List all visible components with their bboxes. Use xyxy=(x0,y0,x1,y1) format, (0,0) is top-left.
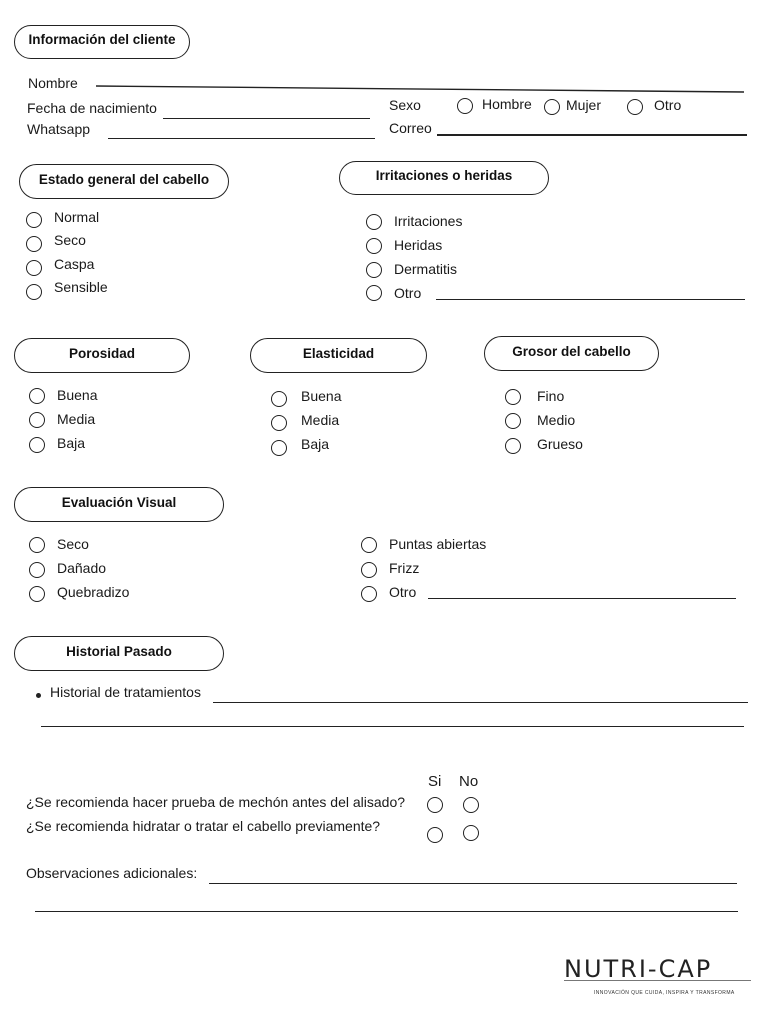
treatments-label: Historial de tratamientos xyxy=(50,684,201,700)
section-title: Evaluación Visual xyxy=(61,495,177,510)
thickness-radio-medio[interactable] xyxy=(505,413,521,429)
logo-divider xyxy=(564,980,751,981)
irritations-radio-otro[interactable] xyxy=(366,285,382,301)
visual-radio-otro[interactable] xyxy=(361,586,377,602)
brand-logo: NUTRI-CAP xyxy=(564,955,713,983)
section-header-porosity xyxy=(14,338,190,373)
visual-option: Seco xyxy=(57,536,89,552)
porosity-radio-baja[interactable] xyxy=(29,437,45,453)
visual-option: Puntas abiertas xyxy=(389,536,487,552)
thickness-radio-grueso[interactable] xyxy=(505,438,521,454)
section-header-hair-state xyxy=(19,164,229,199)
hair-state-radio-sensible[interactable] xyxy=(26,284,42,300)
hair-state-option: Caspa xyxy=(54,256,95,272)
birthdate-label: Fecha de nacimiento xyxy=(27,100,157,116)
sex-radio-mujer[interactable] xyxy=(544,99,560,115)
section-header-elasticity xyxy=(250,338,427,373)
bullet-icon xyxy=(36,693,41,698)
hair-state-option: Seco xyxy=(54,232,86,248)
thickness-option: Fino xyxy=(537,388,565,404)
irritations-radio-heridas[interactable] xyxy=(366,238,382,254)
hair-state-option: Sensible xyxy=(54,279,108,295)
section-header-thickness xyxy=(484,336,659,371)
thickness-option: Medio xyxy=(537,412,576,428)
visual-radio-seco[interactable] xyxy=(29,537,45,553)
name-label: Nombre xyxy=(28,75,78,91)
sex-label: Sexo xyxy=(389,97,421,113)
treatments-field-line-2[interactable] xyxy=(41,726,744,727)
section-title: Irritaciones o heridas xyxy=(375,168,513,183)
hair-state-option: Normal xyxy=(54,209,100,225)
visual-option: Frizz xyxy=(389,560,420,576)
visual-option: Dañado xyxy=(57,560,107,576)
sex-option-mujer: Mujer xyxy=(566,97,602,113)
elasticity-option: Media xyxy=(301,412,340,428)
hair-state-radio-normal[interactable] xyxy=(26,212,42,228)
whatsapp-label: Whatsapp xyxy=(27,121,91,137)
irritations-other-field[interactable] xyxy=(436,299,745,300)
elasticity-option: Buena xyxy=(301,388,342,404)
no-column-header: No xyxy=(459,773,479,790)
porosity-option: Buena xyxy=(57,387,98,403)
irritations-option: Dermatitis xyxy=(394,261,458,277)
email-label: Correo xyxy=(389,120,432,136)
hair-state-radio-caspa[interactable] xyxy=(26,260,42,276)
treatments-field-line-1[interactable] xyxy=(213,702,748,703)
sex-radio-hombre[interactable] xyxy=(457,98,473,114)
section-title: Grosor del cabello xyxy=(512,344,631,359)
section-title: Historial Pasado xyxy=(66,644,172,659)
q1-no-radio[interactable] xyxy=(463,797,479,813)
irritations-radio-dermatitis[interactable] xyxy=(366,262,382,278)
whatsapp-field[interactable] xyxy=(108,138,375,139)
yes-column-header: Si xyxy=(428,773,442,790)
sex-option-otro: Otro xyxy=(654,97,682,113)
porosity-radio-media[interactable] xyxy=(29,412,45,428)
section-title: Estado general del cabello xyxy=(38,172,210,187)
thickness-radio-fino[interactable] xyxy=(505,389,521,405)
section-title: Elasticidad xyxy=(302,346,375,361)
q1-yes-radio[interactable] xyxy=(427,797,443,813)
porosity-radio-buena[interactable] xyxy=(29,388,45,404)
sex-radio-otro[interactable] xyxy=(627,99,643,115)
visual-option: Quebradizo xyxy=(57,584,130,600)
email-field[interactable] xyxy=(437,134,747,136)
visual-radio-danado[interactable] xyxy=(29,562,45,578)
elasticity-radio-buena[interactable] xyxy=(271,391,287,407)
recommendation-question: ¿Se recomienda hacer prueba de mechón antes del alisado? xyxy=(26,794,406,810)
elasticity-radio-media[interactable] xyxy=(271,415,287,431)
hair-state-radio-seco[interactable] xyxy=(26,236,42,252)
visual-other-field[interactable] xyxy=(428,598,736,599)
recommendation-question: ¿Se recomienda hidratar o tratar el cabello previamente? xyxy=(26,818,381,834)
section-title: Porosidad xyxy=(68,346,135,361)
q2-yes-radio[interactable] xyxy=(427,827,443,843)
thickness-option: Grueso xyxy=(537,436,583,452)
brand-tagline: INNOVACIÓN QUE CUIDA, INSPIRA Y TRANSFORMA xyxy=(594,990,735,996)
sex-option-hombre: Hombre xyxy=(482,96,532,112)
observations-field-line-2[interactable] xyxy=(35,911,738,912)
porosity-option: Media xyxy=(57,411,96,427)
birthdate-field[interactable] xyxy=(163,118,370,119)
elasticity-radio-baja[interactable] xyxy=(271,440,287,456)
irritations-option: Otro xyxy=(394,285,422,301)
section-header-visual-evaluation xyxy=(14,487,224,522)
irritations-option: Heridas xyxy=(394,237,443,253)
name-field[interactable] xyxy=(94,84,746,94)
irritations-option: Irritaciones xyxy=(394,213,463,229)
observations-field-line-1[interactable] xyxy=(209,883,737,884)
elasticity-option: Baja xyxy=(301,436,330,452)
q2-no-radio[interactable] xyxy=(463,825,479,841)
visual-option: Otro xyxy=(389,584,417,600)
observations-label: Observaciones adicionales: xyxy=(26,865,198,881)
irritations-radio-irritaciones[interactable] xyxy=(366,214,382,230)
visual-radio-puntas-abiertas[interactable] xyxy=(361,537,377,553)
section-header-client-info xyxy=(14,25,190,59)
section-header-irritations xyxy=(339,161,549,195)
porosity-option: Baja xyxy=(57,435,86,451)
section-title: Información del cliente xyxy=(28,32,176,47)
visual-radio-quebradizo[interactable] xyxy=(29,586,45,602)
visual-radio-frizz[interactable] xyxy=(361,562,377,578)
section-header-history xyxy=(14,636,224,671)
